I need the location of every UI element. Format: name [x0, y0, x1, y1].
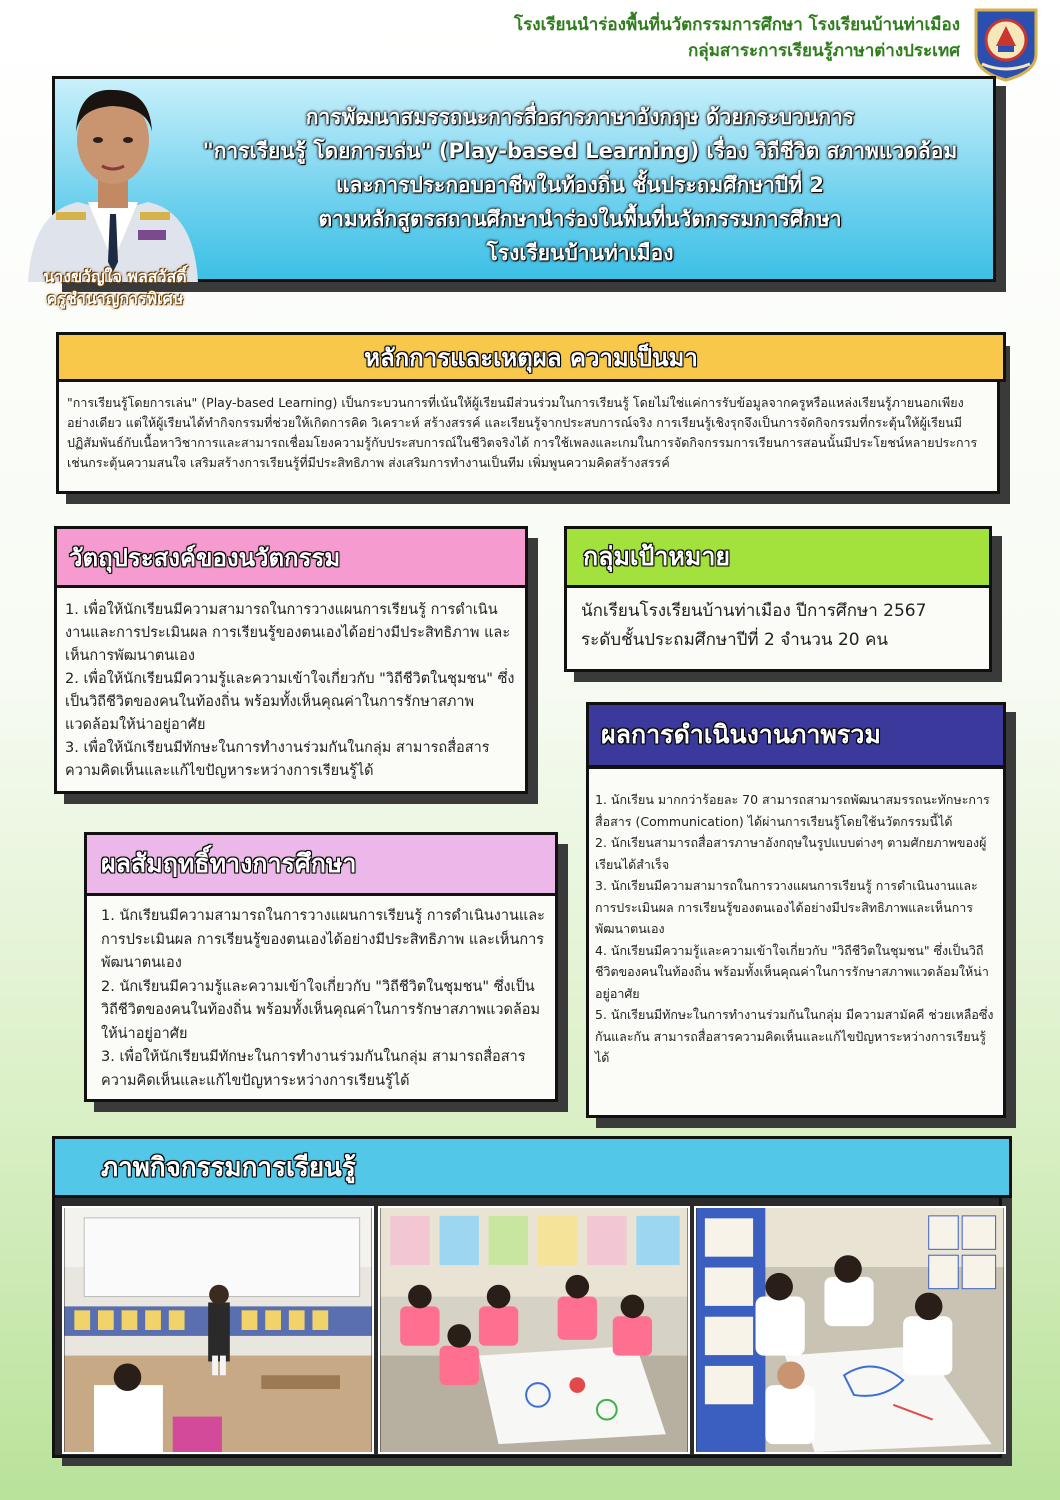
objective-item: 2. เพื่อให้นักเรียนมีความรู้และความเข้าใจเกี่ยวกับ "วิถีชีวิตในชุมชน" ซึ่งเป็นวิถีชีวิตของคนในท้องถิ่น พร้อมทั้งเห็นคุณค่าในการรักษาสภาพแวดล้อมให้น่าอยู่อาศัย [65, 671, 515, 733]
target-heading [564, 526, 992, 588]
activities-heading [52, 1136, 1012, 1198]
project-title [160, 100, 1000, 270]
results-heading-text: ผลการดำเนินงานภาพรวม [601, 720, 881, 749]
teacher-portrait [18, 62, 208, 282]
subject-group-line: กลุ่มสาระการเรียนรู้ภาษาต่างประเทศ [688, 41, 960, 61]
objective-item: 3. เพื่อให้นักเรียนมีทักษะในการทำงานร่วมกันในกลุ่ม สามารถสื่อสารความคิดเห็นและแก้ไขปัญหาระหว่างการเรียนรู้ได้ [65, 740, 490, 779]
outcome-item: 2. นักเรียนมีความรู้และความเข้าใจเกี่ยวกับ "วิถีชีวิตในชุมชน" ซึ่งเป็นวิถีชีวิตของคนในท้องถิ่น พร้อมทั้งเห็นคุณค่าในการรักษาสภาพแวดล้อมให้น่าอยู่อาศัย [101, 978, 541, 1042]
results-box [586, 766, 1006, 1118]
rationale-heading-text: หลักการและเหตุผล ความเป็นมา [364, 343, 698, 372]
outcomes-heading-text: ผลสัมฤทธิ์ทางการศึกษา [101, 849, 357, 878]
result-item: 1. นักเรียน มากกว่าร้อยละ 70 สามารถสามารถพัฒนาสมรรถนะทักษะการสื่อสาร (Communication) ได้ผ่านการเรียนรู้โดยใช้นวัตกรรมนี้ได้ [595, 792, 990, 829]
title-line: "การเรียนรู้ โดยการเล่น" (Play-based Learning) เรื่อง วิถีชีวิต สภาพแวดล้อม [202, 139, 958, 163]
result-item: 3. นักเรียนมีความสามารถในการวางแผนการเรียนรู้ การดำเนินงานและการประเมินผล การเรียนรู้ของตนเองได้อย่างมีประสิทธิภาพและเห็นการพัฒนาตนเอง [595, 878, 978, 936]
result-item: 2. นักเรียนสามารถสื่อสารภาษาอังกฤษในรูปแบบต่างๆ ตามศักยภาพของผู้เรียนได้สำเร็จ [595, 835, 987, 872]
results-heading [586, 702, 1006, 768]
outcomes-box [84, 890, 558, 1102]
target-text [567, 583, 989, 655]
title-line: โรงเรียนบ้านท่าเมือง [486, 241, 674, 265]
title-line: การพัฒนาสมรรถนะการสื่อสารภาษาอังกฤษ ด้วยกระบวนการ [305, 105, 855, 129]
activity-photo-classroom [62, 1206, 374, 1454]
teacher-name-plate [8, 266, 222, 310]
result-item: 5. นักเรียนมีทักษะในการทำงานร่วมกันในกลุ่ม มีความสามัคคี ช่วยเหลือซึ่งกันและกัน สามารถสื่อสารความคิดเห็นและแก้ไขปัญหาระหว่างการเรียนรู้ได้ [595, 1007, 994, 1065]
result-item: 4. นักเรียนมีความรู้และความเข้าใจเกี่ยวกับ "วิถีชีวิตในชุมชน" ซึ่งเป็นวิถีชีวิตของคนในท้องถิ่น พร้อมทั้งเห็นคุณค่าในการรักษาสภาพแวดล้อมให้น่าอยู่อาศัย [595, 942, 989, 1001]
school-logo-icon [968, 6, 1044, 82]
target-heading-text: กลุ่มเป้าหมาย [583, 542, 731, 571]
target-line: ระดับชั้นประถมศึกษาปีที่ 2 จำนวน 20 คน [581, 630, 888, 650]
title-line: ตามหลักสูตรสถานศึกษานำร่องในพื้นที่นวัตกรรมการศึกษา [318, 207, 842, 231]
outcomes-heading [84, 832, 558, 896]
school-name-line: โรงเรียนนำร่องพื้นที่นวัตกรรมการศึกษา โรงเรียนบ้านท่าเมือง [514, 15, 960, 35]
rationale-box [56, 372, 1000, 494]
target-box [564, 580, 992, 672]
teacher-position: ครูชำนาญการพิเศษ [46, 289, 184, 308]
objectives-list [57, 583, 525, 783]
outcome-item: 3. เพื่อให้นักเรียนมีทักษะในการทำงานร่วมกันในกลุ่ม สามารถสื่อสารความคิดเห็นและแก้ไขปัญหาระหว่างการเรียนรู้ได้ [101, 1049, 526, 1089]
outcomes-list [87, 893, 555, 1093]
rationale-heading [56, 332, 1006, 382]
objectives-box [54, 580, 528, 794]
objective-item: 1. เพื่อให้นักเรียนมีความสามารถในการวางแผนการเรียนรู้ การดำเนินงานและการประเมินผล การเรียนรู้ของตนเองได้อย่างมีประสิทธิภาพ และเห็นการพัฒนาตนเอง [65, 602, 511, 664]
title-line: และการประกอบอาชีพในท้องถิ่น ชั้นประถมศึกษาปีที่ 2 [335, 173, 825, 197]
target-line: นักเรียนโรงเรียนบ้านท่าเมือง ปีการศึกษา 2567 [581, 601, 927, 621]
objectives-heading [54, 526, 528, 588]
outcome-item: 1. นักเรียนมีความสามารถในการวางแผนการเรียนรู้ การดำเนินงานและการประเมินผล การเรียนรู้ของตนเองได้อย่างมีประสิทธิภาพ และเห็นการพัฒนาตนเอง [101, 908, 545, 971]
rationale-text: "การเรียนรู้โดยการเล่น" (Play-based Learning) เป็นกระบวนการที่เน้นให้ผู้เรียนมีส่วนร่วมในการเรียนรู้ โดยไม่ใช่แค่การรับข้อมูลจากครูหรือแหล่งเรียนรู้ภายนอกเพียงอย่างเดียว แต่ให้ผู้เรียนได้ทำกิจกรรมที่ช่วยให้เกิดการคิด วิเคราะห์ สร้างสรรค์ และเรียนรู้จากประสบการณ์จริง การเรียนรู้เชิงรุกจึงเป็นการจัดกิจกรรมที่กระตุ้นให้ผู้เรียนมีปฏิสัมพันธ์กับเนื้อหาวิชาการและสามารถเชื่อมโยงความรู้กับประสบการณ์ในชีวิตจริงได้ การใช้เพลงและเกมในการจัดกิจกรรมการเรียนการสอนนั้นมีประโยชน์หลายประการ เช่นกระตุ้นความสนใจ เสริมสร้างการเรียนรู้ที่มีประสิทธิภาพ ส่งเสริมการทำงานเป็นทีม เพิ่มพูนความคิดสร้างสรรค์ [67, 395, 978, 470]
results-list [589, 769, 1003, 1069]
teacher-name: นางขวัญใจ พลสวัสดิ์ [43, 267, 187, 286]
activities-heading-text: ภาพกิจกรรมการเรียนรู้ [101, 1152, 356, 1183]
activity-photo-floor-drawing [694, 1206, 1006, 1454]
objectives-heading-text: วัตถุประสงค์ของนวัตกรรม [69, 543, 341, 572]
activity-photo-group-drawing [378, 1206, 690, 1454]
